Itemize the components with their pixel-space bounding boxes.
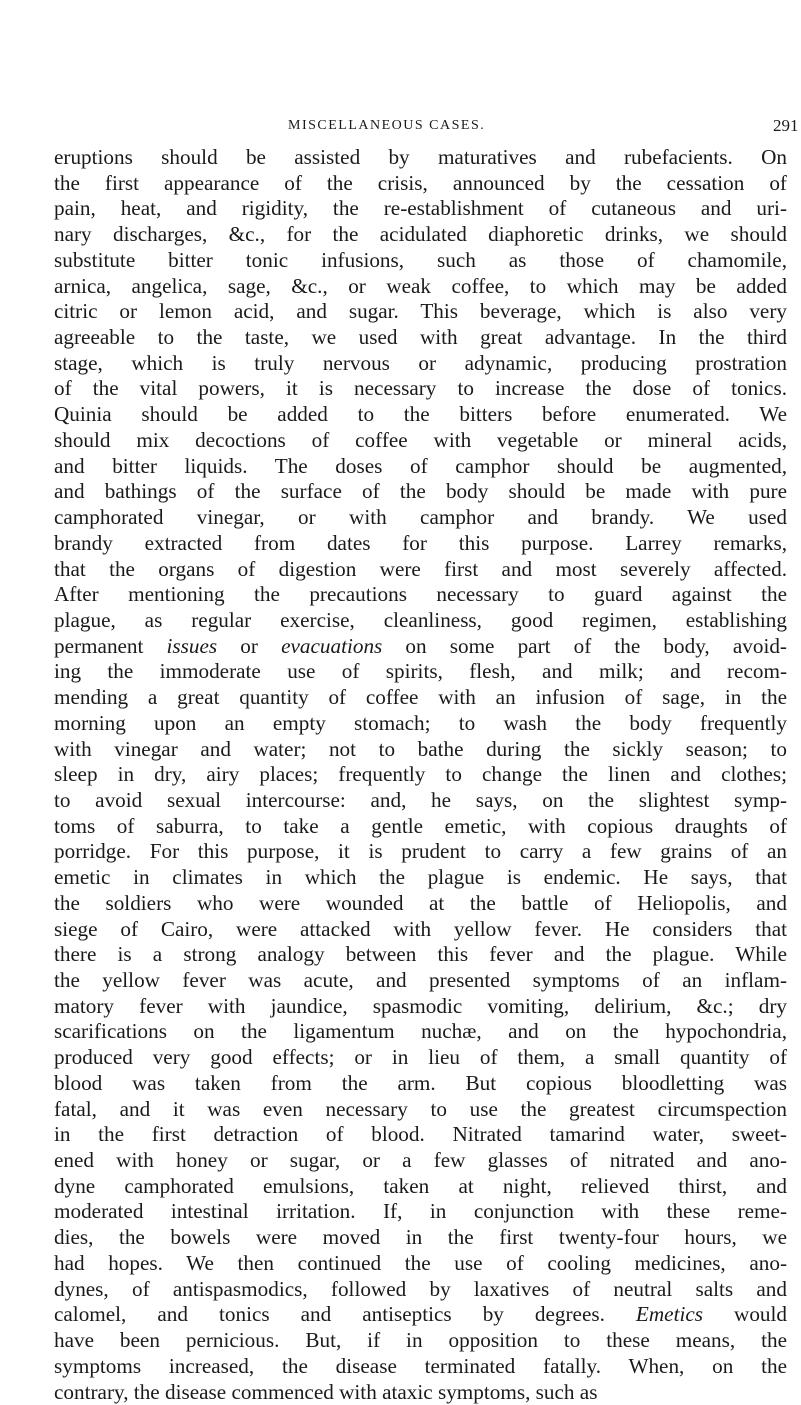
text-line: mending a great quantity of coffee with an infusion of sage, in the xyxy=(54,685,787,711)
text-line: the soldiers who were wounded at the battle of Heliopolis, and xyxy=(54,891,787,917)
text-line: dies, the bowels were moved in the first twenty-four hours, we xyxy=(54,1225,787,1251)
text-line: calomel, and tonics and antiseptics by degrees. Emetics would xyxy=(54,1302,787,1328)
text-line: nary discharges, &c., for the acidulated diaphoretic drinks, we should xyxy=(54,222,787,248)
text-line: the first appearance of the crisis, announced by the cessation of xyxy=(54,171,787,197)
text-line-with-italics xyxy=(54,634,787,660)
text-line: have been pernicious. But, if in opposition to these means, the xyxy=(54,1328,787,1354)
text-line: there is a strong analogy between this fever and the plague. While xyxy=(54,942,787,968)
running-title: MISCELLANEOUS CASES. xyxy=(288,118,485,134)
text-line: Quinia should be added to the bitters before enumerated. We xyxy=(54,402,787,428)
italic-term-emetics: Emetics xyxy=(636,1302,703,1326)
text-line: in the first detraction of blood. Nitrated tamarind water, sweet- xyxy=(54,1122,787,1148)
text-line: arnica, angelica, sage, &c., or weak coffee, to which may be added xyxy=(54,274,787,300)
text-run: on some part of the body, avoid- xyxy=(382,634,787,658)
page-number: 291 xyxy=(773,116,799,136)
text-line: eruptions should be assisted by maturatives and rubefacients. On xyxy=(54,145,787,171)
text-line: sleep in dry, airy places; frequently to change the linen and clothes; xyxy=(54,762,787,788)
text-line: moderated intestinal irritation. If, in conjunction with these reme- xyxy=(54,1199,787,1225)
body-text xyxy=(54,145,787,1405)
text-line: ened with honey or sugar, or a few glasses of nitrated and ano- xyxy=(54,1148,787,1174)
text-line: to avoid sexual intercourse: and, he says, on the slightest symp- xyxy=(54,788,787,814)
text-line: should mix decoctions of coffee with vegetable or mineral acids, xyxy=(54,428,787,454)
text-line: porridge. For this purpose, it is prudent to carry a few grains of an xyxy=(54,839,787,865)
text-line: ing the immoderate use of spirits, flesh, and milk; and recom- xyxy=(54,659,787,685)
text-line: and bitter liquids. The doses of camphor should be augmented, xyxy=(54,454,787,480)
text-line: and bathings of the surface of the body should be made with pure xyxy=(54,479,787,505)
text-line: pain, heat, and rigidity, the re-establishment of cutaneous and uri- xyxy=(54,196,787,222)
text-line: scarifications on the ligamentum nuchæ, and on the hypochondria, xyxy=(54,1019,787,1045)
text-line: After mentioning the precautions necessary to guard against the xyxy=(54,582,787,608)
text-line: citric or lemon acid, and sugar. This beverage, which is also very xyxy=(54,299,787,325)
italic-term-evacuations: evacuations xyxy=(281,634,382,658)
text-line: the yellow fever was acute, and presented symptoms of an inflam- xyxy=(54,968,787,994)
text-line: dynes, of antispasmodics, followed by laxatives of neutral salts and xyxy=(54,1277,787,1303)
text-line: contrary, the disease commenced with ataxic symptoms, such as xyxy=(54,1380,787,1405)
text-line: of the vital powers, it is necessary to increase the dose of tonics. xyxy=(54,376,787,402)
text-line: stage, which is truly nervous or adynamic, producing prostration xyxy=(54,351,787,377)
text-line: emetic in climates in which the plague is endemic. He says, that xyxy=(54,865,787,891)
text-line: toms of saburra, to take a gentle emetic, with copious draughts of xyxy=(54,814,787,840)
text-line: brandy extracted from dates for this purpose. Larrey remarks, xyxy=(54,531,787,557)
text-line: that the organs of digestion were first and most severely affected. xyxy=(54,557,787,583)
text-line: siege of Cairo, were attacked with yellow fever. He considers that xyxy=(54,917,787,943)
text-line: agreeable to the taste, we used with great advantage. In the third xyxy=(54,325,787,351)
text-run: or xyxy=(217,634,281,658)
text-line: morning upon an empty stomach; to wash the body frequently xyxy=(54,711,787,737)
text-line: had hopes. We then continued the use of cooling medicines, ano- xyxy=(54,1251,787,1277)
italic-term-issues: issues xyxy=(167,634,218,658)
text-run: permanent xyxy=(54,634,167,658)
text-line: camphorated vinegar, or with camphor and brandy. We used xyxy=(54,505,787,531)
text-line: fatal, and it was even necessary to use the greatest circumspection xyxy=(54,1097,787,1123)
text-line: symptoms increased, the disease terminated fatally. When, on the xyxy=(54,1354,787,1380)
text-line: dyne camphorated emulsions, taken at night, relieved thirst, and xyxy=(54,1174,787,1200)
text-line: produced very good effects; or in lieu of them, a small quantity of xyxy=(54,1045,787,1071)
text-line: with vinegar and water; not to bathe during the sickly season; to xyxy=(54,737,787,763)
text-line: blood was taken from the arm. But copious bloodletting was xyxy=(54,1071,787,1097)
text-line: matory fever with jaundice, spasmodic vomiting, delirium, &c.; dry xyxy=(54,994,787,1020)
text-line: substitute bitter tonic infusions, such as those of chamomile, xyxy=(54,248,787,274)
text-line: plague, as regular exercise, cleanliness, good regimen, establishing xyxy=(54,608,787,634)
